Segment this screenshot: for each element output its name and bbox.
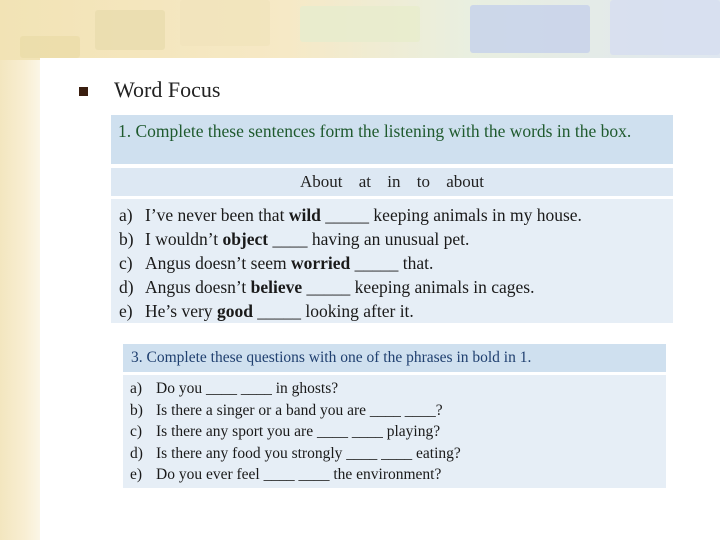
item-text [145,299,414,323]
decorative-tile [95,10,165,50]
list-item [119,227,665,251]
list-item [130,378,659,400]
exercise-1-list [111,199,673,323]
item-text: Do you ____ ____ in ghosts? [156,380,339,397]
item-text: Is there any sport you are ____ ____ playing? [156,423,441,440]
item-label: b) [119,229,134,249]
decorative-tile [300,6,420,42]
item-text-after: _____ keeping animals in cages. [302,277,535,297]
item-bold-word: wild [288,205,321,225]
list-item [119,251,665,275]
item-label: b) [130,401,143,419]
word-box-item: about [446,172,485,191]
word-box [111,168,673,196]
item-bold-word: good [216,301,253,321]
item-text-before: He’s very [145,301,217,321]
item-label: e) [119,301,133,321]
list-item [119,203,665,227]
item-label: c) [130,423,143,440]
word-box-item: in [387,172,401,191]
list-item [130,400,659,422]
item-text-after: ____ having an unusual pet. [268,229,470,249]
item-bold-word: worried [290,253,351,273]
list-item [119,299,665,323]
item-text: Is there any food you strongly ____ ____ eating? [156,444,461,462]
item-text-before: I wouldn’t [145,229,223,249]
item-label: a) [119,205,133,225]
item-label: e) [130,466,143,483]
item-label: a) [130,380,143,397]
item-text: Is there a singer or a band you are ____ ____? [156,401,443,419]
item-text [145,203,582,227]
word-box-item: About [299,172,343,191]
exercise-1-box [111,115,673,327]
list-item [130,464,659,486]
item-bold-word: believe [250,277,303,297]
decorative-tile [180,0,270,46]
item-text [145,275,534,299]
list-item [130,421,659,443]
item-text [145,227,469,251]
item-text: Do you ever feel ____ ____ the environment? [156,466,442,483]
decorative-left-strip [0,0,40,540]
slide-heading: Word Focus [114,77,221,102]
decorative-tile [610,0,720,55]
item-text-before: I’ve never been that [145,205,289,225]
item-label: c) [119,253,133,273]
exercise-3-box [123,344,666,488]
item-text [145,251,433,275]
list-item [119,275,665,299]
word-box-item: at [358,172,372,191]
item-text-after: _____ keeping animals in my house. [320,205,582,225]
item-text-after: _____ looking after it. [252,301,414,321]
item-text-before: Angus doesn’t [145,277,251,297]
word-box-item: to [416,172,430,191]
exercise-1-instruction: 1. Complete these sentences form the listening with the words in the box. [111,115,673,164]
decorative-tile [20,36,80,58]
square-bullet-icon [79,87,88,96]
list-item [130,443,659,465]
exercise-3-list [123,375,666,488]
item-label: d) [119,277,134,297]
item-text-before: Angus doesn’t seem [145,253,291,273]
item-bold-word: object [222,229,269,249]
exercise-3-instruction: 3. Complete these questions with one of the phrases in bold in 1. [123,344,666,372]
item-text-after: _____ that. [350,253,434,273]
decorative-top-banner [0,0,720,60]
decorative-tile [470,5,590,53]
item-label: d) [130,444,143,462]
